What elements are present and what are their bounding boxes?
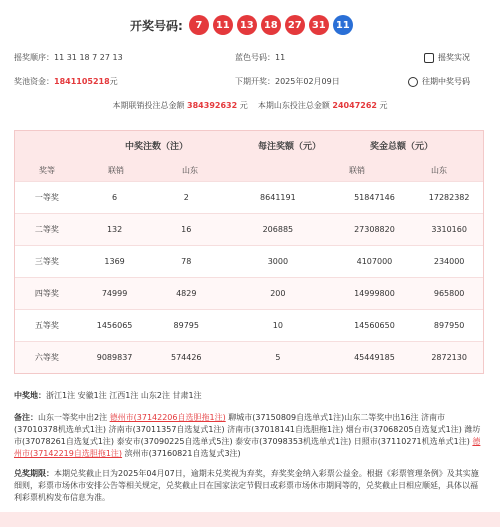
level-cell: 一等奖: [34, 193, 59, 202]
shandong-count-cell: 89795: [173, 321, 199, 330]
total-national-cell: 14560650: [354, 321, 395, 330]
national-sales-label: 本期联销投注总金额: [112, 101, 185, 110]
shandong-sales-unit: 元: [379, 101, 388, 110]
sales-summary: [0, 100, 500, 111]
winning-numbers: [130, 15, 357, 35]
total-shandong-cell: 234000: [433, 257, 465, 266]
next-draw: 下期开奖：2025年02月09日: [235, 77, 340, 86]
shandong-count-cell: 16: [181, 225, 192, 234]
national-sales-value: 384392632: [187, 101, 238, 110]
national-count-cell: 9089837: [96, 353, 133, 362]
shandong-count-cell: 574426: [170, 353, 202, 362]
blue-number: 蓝色号码：11: [235, 53, 286, 62]
total-national-cell: 4107000: [356, 257, 393, 266]
total-shandong-cell: 897950: [433, 321, 465, 330]
prize-cell: 8641191: [260, 193, 296, 202]
total-shandong-cell: 17282382: [428, 193, 470, 202]
remark-highlight: 德州市(37142219自选胆拖1注): [14, 437, 481, 458]
level-cell: 三等奖: [34, 257, 59, 266]
jackpot-label: 奖池资金：: [14, 77, 54, 86]
level-cell: 四等奖: [34, 289, 59, 298]
red-ball: 27: [285, 15, 305, 35]
prize-cell: 10: [272, 321, 283, 330]
national-col: 联销: [108, 166, 124, 175]
winners-text: 浙江1注 安徽1注 江西1注 山东2注 甘肃1注: [46, 391, 202, 400]
shandong-sales-label: 本期山东投注总金额: [257, 101, 330, 110]
total-shandong-col: 山东: [431, 166, 447, 175]
prize-cell: 206885: [262, 225, 294, 234]
winning-numbers-label: 开奖号码:: [130, 18, 183, 33]
total-national-cell: 51847146: [354, 193, 395, 202]
winners-label: 中奖地：: [14, 391, 46, 400]
national-count-cell: 1456065: [96, 321, 133, 330]
national-count-cell: 132: [106, 225, 123, 234]
draw-order: 摇奖顺序：11 31 18 7 27 13: [14, 53, 123, 62]
jackpot: [14, 76, 118, 87]
history-label: 往期中奖号码: [422, 77, 470, 86]
history-link[interactable]: [408, 76, 470, 87]
remarks: [14, 412, 484, 460]
table-row: [15, 213, 483, 245]
level-cell: 五等奖: [34, 321, 59, 330]
table-row: [15, 341, 483, 373]
winners-region: [14, 390, 484, 402]
remark-highlight: 德州市(37142206自选胆拖1注): [109, 413, 226, 422]
total-national-cell: 27308820: [354, 225, 395, 234]
table-row: [15, 277, 483, 309]
red-ball: 11: [213, 15, 233, 35]
table-row: [15, 309, 483, 341]
level-cell: 六等奖: [34, 353, 59, 362]
remark-text: 聊城市(37150809自选单式1注)山东二等奖中出16注 济南市(37010378机选单式1注) 济南市(37011357自选复式1注) 济南市(37018141自选胆拖1注) 烟台市(37068205自选复式1注) 潍坊市(37078261自选复式1注) 泰安市(37090225自选单式5注) 泰安市(37098353机选单式1注) 日照市(37110271机选单式1注): [14, 413, 481, 446]
table-header: [15, 131, 483, 181]
level-col: 奖等: [39, 166, 55, 175]
prize-cell: 200: [270, 289, 286, 298]
jackpot-value: 1841105218: [54, 77, 110, 86]
deadline-label: 兑奖期限：: [14, 469, 54, 478]
shandong-col: 山东: [182, 166, 198, 175]
deadline: [14, 468, 484, 504]
bottom-bar: [0, 512, 500, 527]
total-shandong-cell: 2872130: [431, 353, 467, 362]
national-sales-unit: 元: [239, 101, 248, 110]
total-national-cell: 14999800: [354, 289, 395, 298]
remark-text: 山东一等奖中出2注: [38, 413, 108, 422]
table-row: [15, 181, 483, 213]
national-count-cell: 6: [112, 193, 118, 202]
red-ball: 31: [309, 15, 329, 35]
total-shandong-cell: 3310160: [431, 225, 467, 234]
table-row: [15, 245, 483, 277]
remark-label: 备注：: [14, 413, 38, 422]
deadline-text: 本期兑奖截止日为2025年04月07日，逾期未兑奖视为弃奖，弃奖奖金纳入彩票公益金。根据《彩票管理条例》及其实施细则，彩票市场休市安排公告等相关规定，兑奖截止日在国家法定节假日或彩票市场休市期间等的，兑奖截止日相应顺延，具体以福利彩票机构发布信息为准。: [14, 469, 479, 502]
prize-table: [14, 130, 484, 374]
total-header: 奖金总额（元）: [370, 142, 434, 152]
total-national-cell: 45449185: [354, 353, 395, 362]
remark-text: 滨州市(37160821自选复式3注): [124, 449, 241, 458]
red-ball: 18: [261, 15, 281, 35]
level-cell: 二等奖: [34, 225, 59, 234]
blue-ball: 11: [333, 15, 353, 35]
jackpot-unit: 元: [109, 77, 118, 86]
monitor-icon: [424, 53, 434, 63]
shandong-count-cell: 78: [181, 257, 192, 266]
prize-cell: 3000: [267, 257, 289, 266]
total-national-col: 联销: [349, 166, 365, 175]
total-shandong-cell: 965800: [433, 289, 465, 298]
national-count-cell: 74999: [101, 289, 128, 298]
clock-icon: [408, 77, 418, 87]
prize-cell: 5: [275, 353, 281, 362]
prize-header: 每注奖额（元）: [258, 142, 322, 152]
draw-live-link[interactable]: [424, 52, 470, 63]
national-count-cell: 1369: [104, 257, 125, 266]
count-header: 中奖注数（注）: [125, 142, 189, 152]
shandong-count-cell: 4829: [176, 289, 197, 298]
red-ball: 13: [237, 15, 257, 35]
red-ball: 7: [189, 15, 209, 35]
shandong-count-cell: 2: [183, 193, 189, 202]
shandong-sales-value: 24047262: [332, 101, 377, 110]
draw-live-label: 摇奖实况: [438, 53, 470, 62]
